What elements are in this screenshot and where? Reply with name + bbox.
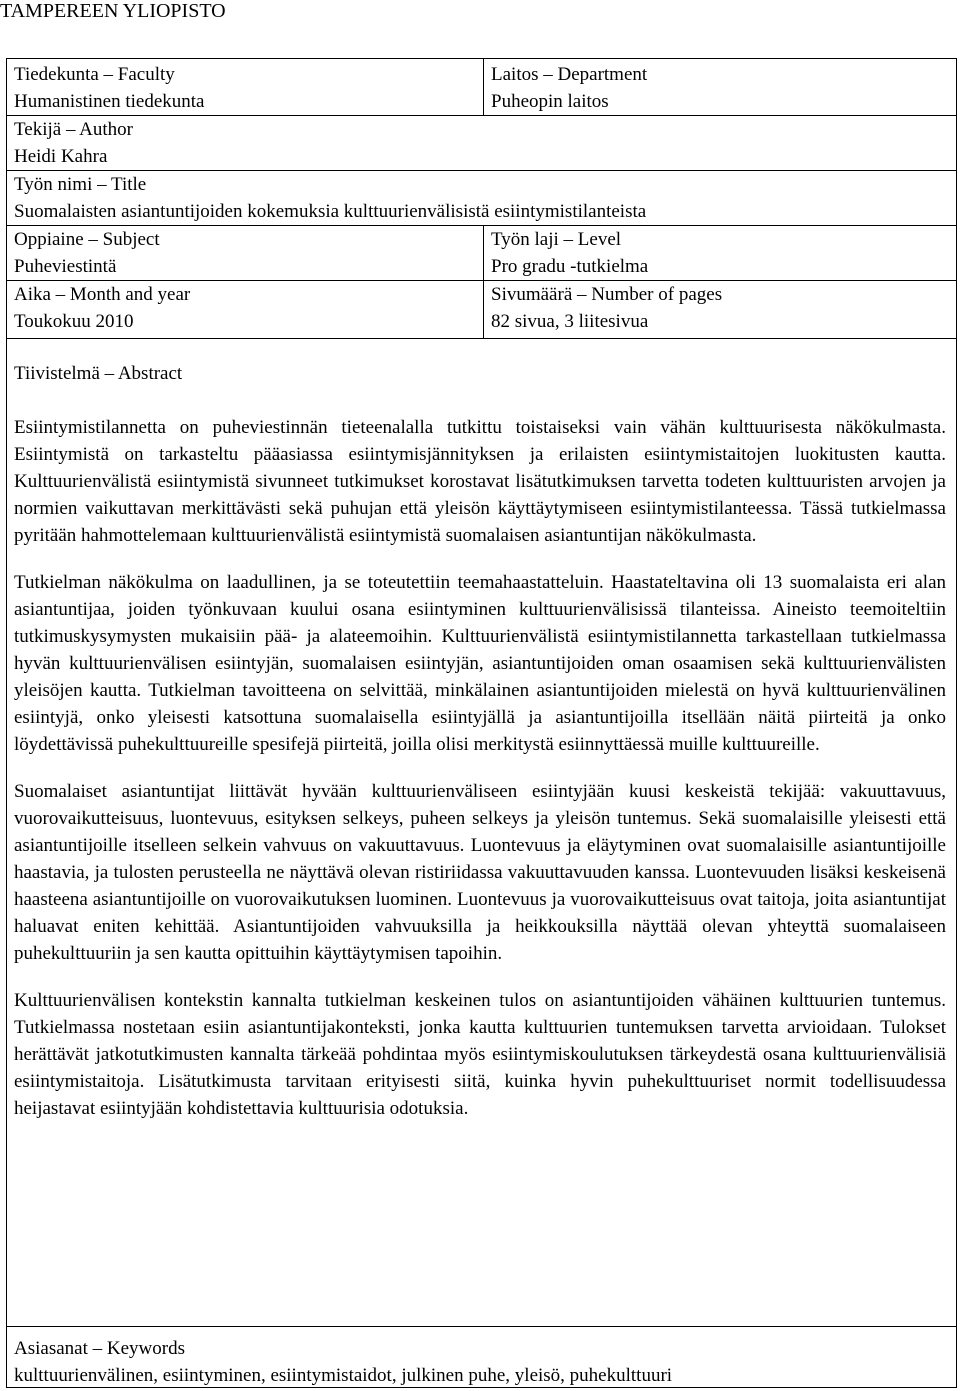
keywords-label: Asiasanat – Keywords bbox=[14, 1338, 185, 1359]
date-value: Toukokuu 2010 bbox=[14, 311, 134, 332]
abstract-paragraph-3: Suomalaiset asiantuntijat liittävät hyvään kulttuurienväliseen esiintyjään kuusi keskeistä tekijää: vakuuttavuus, vuorovaikutteisuus, luontevuus, esityksen selkeys, puheen selkeys ja yleisön tuntemus. Sekä suomalaisille yleisesti että asiantuntijoille itselleen selkein vahvuus on vakuuttavuus. Luontevuus ja eläytyminen ovat suomalaisille asiantuntijoille haastavia, ja tulosten perusteella ne näyttävä olevan ristiriidassa vakuuttavuuden kanssa. Luontevuuden lisäksi keskeisenä haasteena asiantuntijoille on vuorovaikutuksen luominen. Luontevuus ja vuorovaikutteisuus ovat taitoja, joita asiantuntijat haluavat eniten kehittää. Asiantuntijoiden vahvuuksilla ja heikkouksilla näyttää olevan yhteyttä suomalaiseen puhekulttuuriin ja sen kautta opittuihin käyttäytymisen tapoihin. bbox=[14, 781, 946, 964]
column-divider bbox=[483, 225, 484, 280]
keywords-value: kulttuurienvälinen, esiintyminen, esiintymistaidot, julkinen puhe, yleisö, puhekulttuuri bbox=[14, 1365, 673, 1386]
subject-level-row bbox=[7, 225, 956, 281]
keywords-cell bbox=[14, 1335, 948, 1389]
faculty-label: Tiedekunta – Faculty bbox=[14, 64, 175, 85]
department-cell bbox=[491, 61, 647, 115]
faculty-department-row bbox=[7, 59, 956, 116]
author-cell bbox=[14, 116, 133, 170]
date-cell bbox=[14, 281, 190, 335]
subject-value: Puheviestintä bbox=[14, 256, 117, 277]
pages-cell bbox=[491, 281, 722, 335]
department-label: Laitos – Department bbox=[491, 64, 648, 85]
department-value: Puheopin laitos bbox=[491, 91, 609, 112]
level-label: Työn laji – Level bbox=[491, 229, 622, 250]
abstract-label: Tiivistelmä – Abstract bbox=[14, 363, 183, 384]
author-label: Tekijä – Author bbox=[14, 119, 133, 140]
level-value: Pro gradu -tutkielma bbox=[491, 256, 649, 277]
title-label: Työn nimi – Title bbox=[14, 174, 147, 195]
title-value: Suomalaisten asiantuntijoiden kokemuksia kulttuurienvälisistä esiintymistilanteista bbox=[14, 201, 647, 222]
title-cell bbox=[14, 171, 646, 225]
abstract-paragraph-2: Tutkielman näkökulma on laadullinen, ja se toteutettiin teemahaastatteluin. Haastateltavina oli 13 suomalaista eri alan asiantuntijaa, joiden työnkuvaan kuului osana esiintyminen kulttuurienvälisissä tilanteissa. Aineisto teemoiteltiin tutkimuskysymysten mukaisiin pää- ja alateemoihin. Kulttuurienvälistä esiintymistilannetta tarkastellaan tutkielmassa hyvän kulttuurienvälisen esiintyjän, suomalaisen esiintyjän, asiantuntijoiden oman osaamisen sekä kulttuurienvälisten yleisöjen kautta. Tutkielman tavoitteena on selvittää, minkälainen asiantuntijoiden mielestä on hyvä kulttuurienvälinen esiintyjä, onko yleisesti katsottuna suomalaisella esiintyjällä ja asiantuntijoilla itsellään näitä piirteitä ja onko löydettävissä puhekulttuureille spesifejä piirteitä, joilla olisi merkitystä esiinnyttäessä muille kulttuureille. bbox=[14, 572, 946, 755]
abstract-paragraph-4: Kulttuurienvälisen kontekstin kannalta tutkielman keskeinen tulos on asiantuntijoiden vähäinen kulttuurien tuntemus. Tutkielmassa nostetaan esiin asiantuntijakonteksti, jonka kautta kulttuurien tuntemuksen tarvetta arvioidaan. Tulokset herättävät jatkotutkimusten kannalta tärkeää pohdintaa myös esiintymiskoulutuksen tärkeydestä osana kulttuurienvälisiä esiintymistaitoja. Lisätutkimusta tarvitaan erityisesti siitä, kuinka hyvin puhekulttuuriset normit todellisuudessa heijastavat esiintyjään kohdistettavia kulttuurisia odotuksia. bbox=[14, 990, 946, 1119]
column-divider bbox=[483, 280, 484, 338]
date-label: Aika – Month and year bbox=[14, 284, 191, 305]
university-name: TAMPEREEN YLIOPISTO bbox=[0, 0, 226, 22]
column-divider bbox=[483, 59, 484, 115]
abstract-form bbox=[6, 58, 957, 1388]
author-value: Heidi Kahra bbox=[14, 146, 108, 167]
abstract-body bbox=[14, 360, 946, 1122]
subject-label: Oppiaine – Subject bbox=[14, 229, 160, 250]
pages-value: 82 sivua, 3 liitesivua bbox=[491, 311, 649, 332]
abstract-paragraph-1: Esiintymistilannetta on puheviestinnän tieteenalalla tutkittu toistaiseksi vain vähän kulttuurisesta näkökulmasta. Esiintymistä on tarkasteltu pääasiassa esiintymisjännityksen ja erilaisten esiintymistaitojen luokitusten kautta. Kulttuurienvälistä esiintymistä sivunneet tutkimukset korostavat lisätutkimuksen tarvetta todeten kulttuuristen arvojen ja normien vaikuttavan merkittävästi sekä puhujan että yleisön käyttäytymiseen esiintymistilanteessa. Tässä tutkielmassa pyritään hahmottelemaan kulttuurienvälistä esiintymistä suomalaisen asiantuntijan näkökulmasta. bbox=[14, 417, 946, 546]
abstract-section bbox=[7, 338, 956, 1327]
subject-cell bbox=[14, 226, 160, 280]
pages-label: Sivumäärä – Number of pages bbox=[491, 284, 723, 305]
faculty-value: Humanistinen tiedekunta bbox=[14, 91, 205, 112]
level-cell bbox=[491, 226, 648, 280]
faculty-cell bbox=[14, 61, 204, 115]
author-row bbox=[7, 115, 956, 171]
date-pages-row bbox=[7, 280, 956, 339]
title-row bbox=[7, 170, 956, 226]
